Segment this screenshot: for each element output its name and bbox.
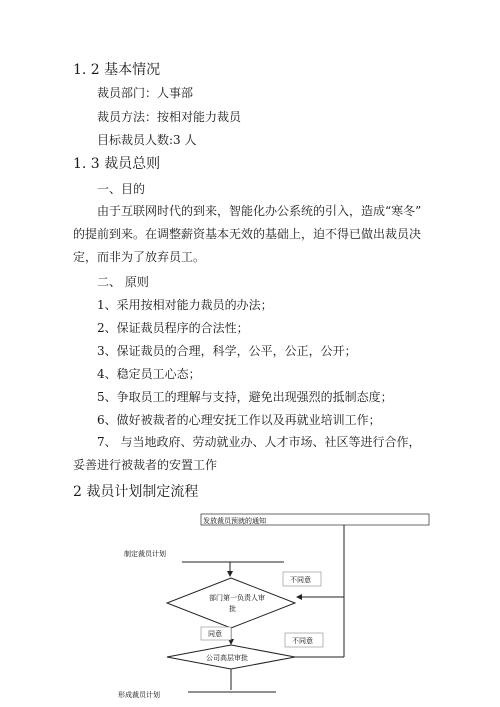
section-1-3-title: 1. 3 裁员总则 — [73, 156, 161, 172]
principle-item: 6、做好被裁者的心理安抚工作以及再就业培训工作； — [97, 413, 381, 427]
form-plan-label: 形成裁员计划 — [118, 691, 160, 699]
principle-item-7: 7、 与当地政府、劳动就业办、人才市场、社区等进行合作，妥善进行被裁者的安置工作 — [73, 435, 421, 472]
principle-item: 1、采用按相对能力裁员的办法； — [97, 298, 273, 312]
purpose-heading: 一、目的 — [97, 182, 146, 196]
layoff-plan-flowchart — [0, 507, 500, 707]
principle-item: 4、稳定员工心态； — [97, 367, 201, 381]
layoff-method: 裁员方法：按相对能力裁员 — [97, 110, 242, 124]
dept-head-approval-line1: 部门第一负责人审 — [209, 594, 265, 602]
principle-item: 2、保证裁员程序的合法性； — [97, 321, 249, 335]
principle-heading: 二、 原则 — [97, 275, 149, 289]
principle-item: 3、保证裁员的合理，科学，公平，公正，公开； — [97, 344, 357, 358]
disagree-label-2: 不同意 — [292, 637, 313, 645]
dept-head-approval-diamond — [167, 578, 295, 628]
layoff-department: 裁员部门：人事部 — [97, 86, 194, 100]
layoff-target-count: 目标裁员人数:3 人 — [97, 133, 197, 147]
section-2-title: 2 裁员计划制定流程 — [73, 484, 199, 500]
section-1-2-title: 1. 2 基本情况 — [73, 62, 161, 78]
dept-head-approval-line2: 批 — [229, 605, 236, 613]
make-plan-label: 制定裁员计划 — [124, 550, 166, 558]
company-review-label: 公司高层审批 — [206, 654, 248, 662]
principle-item: 5、争取员工的理解与支持，避免出现强烈的抵制态度； — [97, 390, 393, 404]
disagree-label-1: 不同意 — [290, 576, 311, 584]
notice-box-label: 发放裁员预就的通知 — [203, 517, 266, 525]
agree-label: 同意 — [208, 630, 222, 638]
purpose-paragraph: 由于互联网时代的到来，智能化办公系统的引入，造成“寒冬” 的提前到来。在调整薪资基本无效的基础上，迫不得已做出裁员决定，而非为了放弃员工。 — [73, 204, 422, 264]
